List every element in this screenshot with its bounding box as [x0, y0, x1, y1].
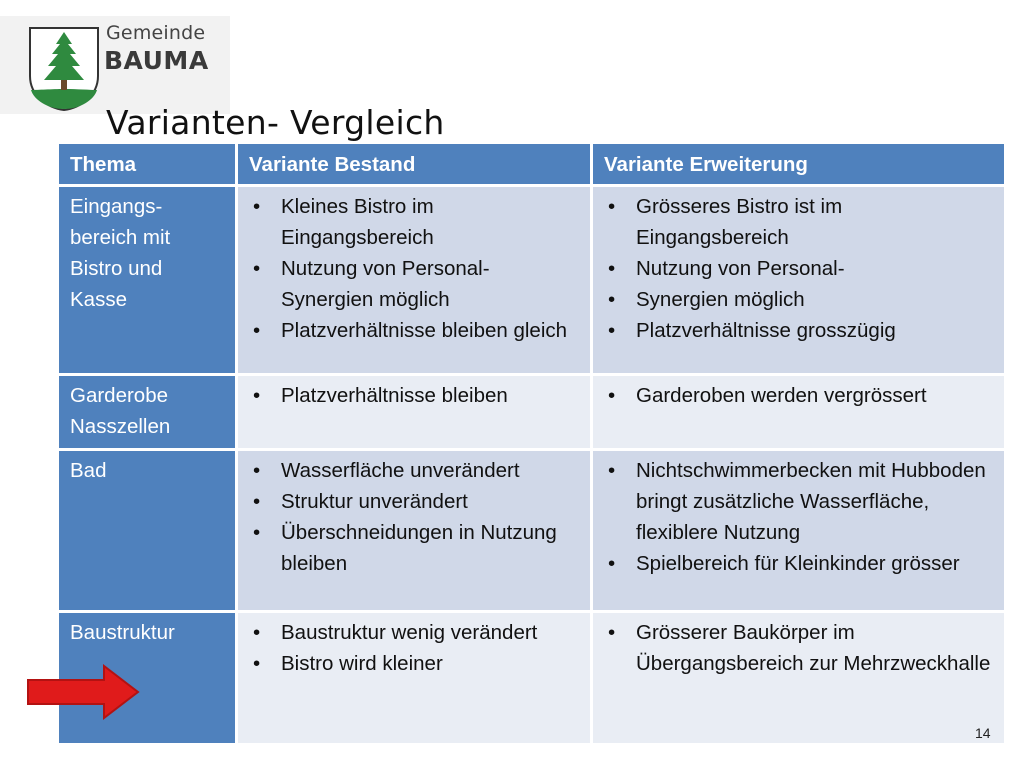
list-item: • Kleines Bistro im Eingangsbereich	[249, 191, 579, 253]
row-theme	[59, 451, 238, 613]
bullet-list	[604, 617, 993, 679]
row-theme-label: Baustruktur	[70, 621, 175, 644]
list-item: • Nutzung von Personal-Synergien möglich	[249, 253, 579, 315]
list-item: • Platzverhältnisse bleiben gleich	[249, 315, 579, 346]
comparison-table	[59, 144, 1004, 746]
row-erweiterung-cell	[593, 187, 1004, 376]
list-item: • Struktur unverändert	[249, 486, 579, 517]
table-row	[59, 451, 1004, 613]
row-bestand-cell	[238, 451, 593, 613]
bullet-list	[249, 617, 579, 679]
row-theme	[59, 187, 238, 376]
bullet-list	[604, 380, 993, 411]
row-theme	[59, 376, 238, 451]
header-erweiterung: Variante Erweiterung	[593, 144, 1004, 187]
list-item: • Platzverhältnisse grosszügig	[604, 315, 993, 346]
list-item: • Baustruktur wenig verändert	[249, 617, 579, 648]
bullet-list	[604, 455, 993, 579]
list-item: • Wasserfläche unverändert	[249, 455, 579, 486]
list-item: • Grösserer Baukörper im Übergangsbereich zur Mehrzweckhalle	[604, 617, 993, 679]
table-header-row	[59, 144, 1004, 187]
list-item: • Nichtschwimmerbecken mit Hubboden bringt zusätzliche Wasserfläche, flexiblere Nutzung	[604, 455, 993, 548]
row-erweiterung-cell	[593, 376, 1004, 451]
list-item: • Überschneidungen in Nutzung bleiben	[249, 517, 579, 579]
row-theme-label: Eingangs- bereich mit Bistro und Kasse	[70, 195, 171, 311]
row-theme-label: Bad	[70, 459, 107, 482]
bullet-list	[249, 191, 579, 346]
list-item: • Platzverhältnisse bleiben	[249, 380, 579, 411]
table-row	[59, 376, 1004, 451]
row-erweiterung-cell	[593, 613, 1004, 746]
list-item: • Spielbereich für Kleinkinder grösser	[604, 548, 993, 579]
row-bestand-cell	[238, 613, 593, 746]
list-item: • Garderoben werden vergrössert	[604, 380, 993, 411]
slide-title: Varianten- Vergleich	[106, 103, 445, 142]
header-thema: Thema	[59, 144, 238, 187]
bullet-list	[604, 191, 993, 346]
municipality-logo	[0, 16, 230, 114]
bullet-list	[249, 455, 579, 579]
page-number: 14	[975, 725, 991, 741]
logo-line1: Gemeinde	[106, 22, 206, 44]
table-row	[59, 613, 1004, 746]
row-bestand-cell	[238, 187, 593, 376]
table-row	[59, 187, 1004, 376]
list-item: • Grösseres Bistro ist im Eingangsbereich	[604, 191, 993, 253]
row-bestand-cell	[238, 376, 593, 451]
row-erweiterung-cell	[593, 451, 1004, 613]
coat-of-arms-icon	[28, 26, 100, 112]
list-item: • Nutzung von Personal-	[604, 253, 993, 284]
logo-line2: BAUMA	[104, 46, 209, 75]
list-item: • Synergien möglich	[604, 284, 993, 315]
red-arrow-icon	[26, 664, 142, 720]
header-bestand: Variante Bestand	[238, 144, 593, 187]
list-item: • Bistro wird kleiner	[249, 648, 579, 679]
row-theme-label: Garderobe Nasszellen	[70, 384, 171, 438]
bullet-list	[249, 380, 579, 411]
